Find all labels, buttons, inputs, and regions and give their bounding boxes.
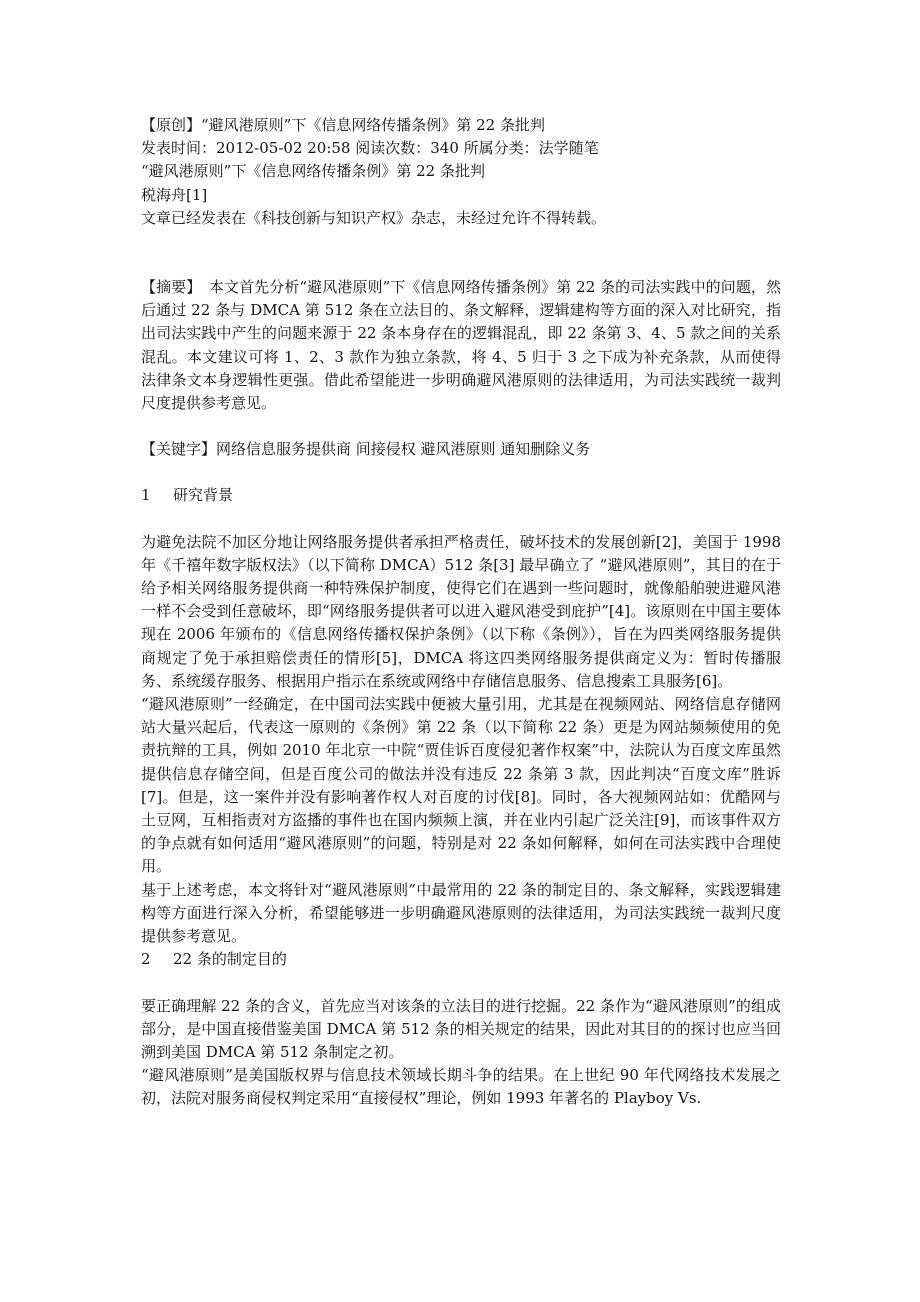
document-page (141, 114, 781, 1111)
section-heading-2 (141, 948, 781, 971)
body-paragraph: “避风港原则”是美国版权界与信息技术领域长期斗争的结果。在上世纪 90 年代网络技术发展之初，法院对服务商侵权判定采用“直接侵权”理论，例如 1993 年著名的 Playboy Vs. (141, 1066, 781, 1108)
article-author: 税海舟[1] (141, 185, 208, 204)
article-meta: 发表时间：2012-05-02 20:58 阅读次数：340 所属分类：法学随笔 (141, 139, 599, 158)
keywords-line: 【关键字】网络信息服务提供商 间接侵权 避风港原则 通知删除义务 (141, 440, 591, 459)
body-paragraph: “避风港原则”一经确定，在中国司法实践中便被大量引用，尤其是在视频网站、网络信息存储网站大量兴起后，代表这一原则的《条例》第 22 条（以下简称 22 条）更是为网站频频使用的免责抗辩的工具，例如 2010 年北京一中院“贾佳诉百度侵犯著作权案”中，法院认为百度文库虽然提供信息存储空间，但是百度公司的做法并没有违反 22 条第 3 款，因此判决“百度文库”胜诉[7]。但是，这一案件并没有影响著作权人对百度的讨伐[8]。同时，各大视频网站如：优酷网与土豆网，互相指责对方盗播的事件也在国内频频上演，并在业内引起广泛关注[9]，而该事件双方的争点就有如何适用“避风港原则”的问题，特别是对 22 条如何解释，如何在司法实践中合理使用。 (141, 695, 781, 876)
section-title: 22 条的制定目的 (173, 950, 287, 969)
article-subtitle: “避风港原则”下《信息网络传播条例》第 22 条批判 (141, 162, 485, 181)
body-paragraph: 基于上述考虑，本文将针对“避风港原则”中最常用的 22 条的制定目的、条文解释，实践逻辑建构等方面进行深入分析，希望能够进一步明确避风港原则的法律适用，为司法实践统一裁判尺度提供参考意见。 (141, 880, 781, 946)
body-paragraph: 为避免法院不加区分地让网络服务提供者承担严格责任，破坏技术的发展创新[2]，美国于 1998 年《千禧年数字版权法》（以下简称 DMCA）512 条[3] 最早确立了 “避风港原则”，其目的在于给予相关网络服务提供商一种特殊保护制度，使得它们在遇到一些问题时，就像船舶驶进避风港一样不会受到任意破坏，即“网络服务提供者可以进入避风港受到庇护”[4]。该原则在中国主要体现在 2006 年颁布的《信息网络传播权保护条例》（以下称《条例》），旨在为四类网络服务提供商规定了免于承担赔偿责任的情形[5]，DMCA 将这四类网络服务提供商定义为：暂时传播服务、系统缓存服务、根据用户指示在系统或网络中存储信息服务、信息搜索工具服务[6]。 (141, 532, 781, 690)
section-heading-1 (141, 484, 781, 507)
abstract-paragraph: 【摘要】 本文首先分析“避风港原则”下《信息网络传播条例》第 22 条的司法实践中的问题，然后通过 22 条与 DMCA 第 512 条在立法目的、条文解释，逻辑建构等方面的深入对比研究，指出司法实践中产生的问题来源于 22 条本身存在的逻辑混乱，即 22 条第 3、4、5 款之间的关系混乱。本文建议可将 1、2、3 款作为独立条款，将 4、5 归于 3 之下成为补充条款，从而使得法律条文本身逻辑性更强。借此希望能进一步明确避风港原则的法律适用，为司法实践统一裁判尺度提供参考意见。 (141, 278, 781, 413)
body-paragraph: 要正确理解 22 条的含义，首先应当对该条的立法目的进行挖掘。22 条作为“避风港原则”的组成部分，是中国直接借鉴美国 DMCA 第 512 条的相关规定的结果，因此对其目的的探讨也应当回溯到美国 DMCA 第 512 条制定之初。 (141, 996, 781, 1061)
section-title: 研究背景 (173, 486, 234, 505)
copyright-notice: 文章已经发表在《科技创新与知识产权》杂志，未经过允许不得转载。 (141, 208, 607, 227)
section-number: 2 (141, 950, 151, 969)
section-number: 1 (141, 486, 151, 505)
article-title: 【原创】“避风港原则”下《信息网络传播条例》第 22 条批判 (141, 116, 545, 134)
